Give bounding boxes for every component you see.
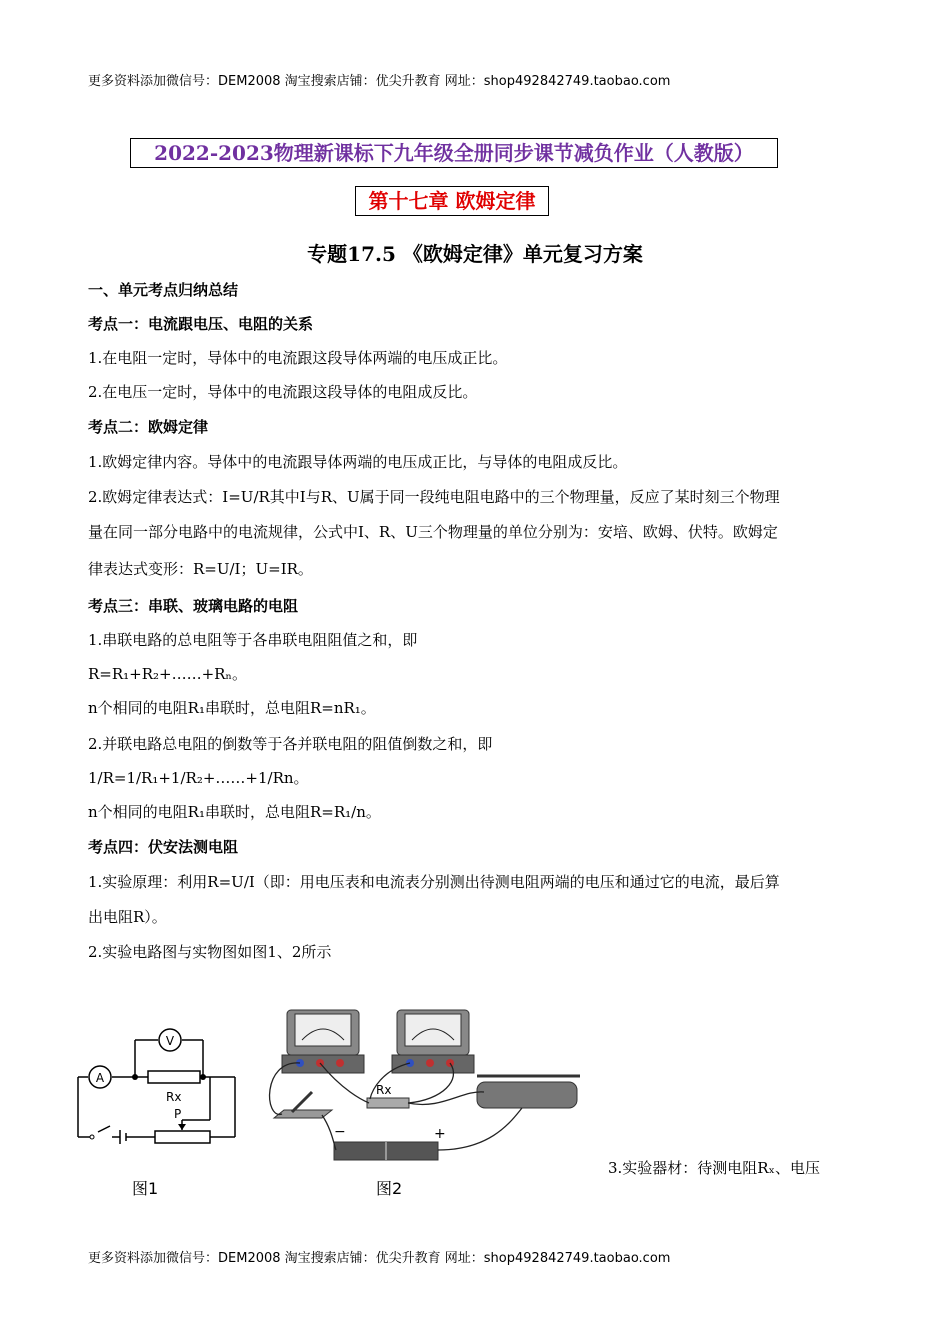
kaodian-4-heading: 考点四：伏安法测电阻 — [88, 838, 239, 856]
paragraph: 1.在电阻一定时，导体中的电流跟这段导体两端的电压成正比。 — [88, 349, 508, 367]
paragraph: n个相同的电阻R₁串联时，总电阻R=nR₁。 — [88, 699, 376, 717]
figure2-caption: 图2 — [376, 1179, 403, 1198]
paragraph: 1.实验原理：利用R=U/I（即：用电压表和电流表分别测出待测电阻两端的电压和通过它的电流，最后算 — [88, 873, 780, 891]
paragraph: 量在同一部分电路中的电流规律，公式中I、R、U三个物理量的单位分别为：安培、欧姆、伏特。欧姆定 — [88, 523, 778, 541]
paragraph: 3.实验器材：待测电阻Rₓ、电压 — [608, 1159, 820, 1177]
topic-title: 专题17.5 《欧姆定律》单元复习方案 — [307, 242, 643, 266]
page-header: 更多资料添加微信号：DEM2008 淘宝搜索店铺：优尖升教育 网址：shop492842749.taobao.com — [88, 74, 671, 89]
ammeter-label: A — [95, 1071, 105, 1085]
kaodian-1-heading: 考点一：电流跟电压、电阻的关系 — [88, 315, 314, 333]
paragraph: n个相同的电阻R₁串联时，总电阻R=R₁/n。 — [88, 803, 381, 821]
battery-plus-label: + — [434, 1126, 446, 1142]
figure1-caption: 图1 — [132, 1179, 159, 1198]
apparatus-photo-figure2 — [262, 1000, 592, 1170]
resistor-label: Rx — [166, 1090, 182, 1104]
paragraph: 1.欧姆定律内容。导体中的电流跟导体两端的电压成正比，与导体的电阻成反比。 — [88, 453, 628, 471]
series-title: 2022-2023物理新课标下九年级全册同步课节减负作业（人教版） — [130, 138, 778, 168]
paragraph: 2.欧姆定律表达式：I=U/R其中I与R、U属于同一段纯电阻电路中的三个物理量，反应了某时刻三个物理 — [88, 488, 780, 506]
formula: R=R₁+R₂+……+Rₙ。 — [88, 665, 247, 683]
paragraph: 1.串联电路的总电阻等于各串联电阻阻值之和，即 — [88, 631, 418, 649]
kaodian-2-heading: 考点二：欧姆定律 — [88, 418, 209, 436]
formula: 1/R=1/R₁+1/R₂+……+1/Rn。 — [88, 769, 309, 787]
circuit-diagram-figure1 — [70, 1020, 245, 1175]
voltmeter-label: V — [165, 1034, 175, 1048]
slider-label: P — [174, 1107, 182, 1121]
paragraph: 律表达式变形：R=U/I；U=IR。 — [88, 560, 313, 578]
photo-rx-label: Rx — [376, 1083, 392, 1097]
page-footer: 更多资料添加微信号：DEM2008 淘宝搜索店铺：优尖升教育 网址：shop492842749.taobao.com — [88, 1251, 671, 1266]
kaodian-3-heading: 考点三：串联、玻璃电路的电阻 — [88, 597, 299, 615]
chapter-title: 第十七章 欧姆定律 — [355, 186, 549, 216]
paragraph: 出电阻R）。 — [88, 908, 167, 926]
battery-minus-label: − — [334, 1124, 346, 1140]
paragraph: 2.并联电路总电阻的倒数等于各并联电阻的阻值倒数之和，即 — [88, 735, 493, 753]
paragraph: 2.在电压一定时，导体中的电流跟这段导体的电阻成反比。 — [88, 383, 478, 401]
section-heading: 一、单元考点归纳总结 — [88, 281, 239, 299]
paragraph: 2.实验电路图与实物图如图1、2所示 — [88, 943, 332, 961]
